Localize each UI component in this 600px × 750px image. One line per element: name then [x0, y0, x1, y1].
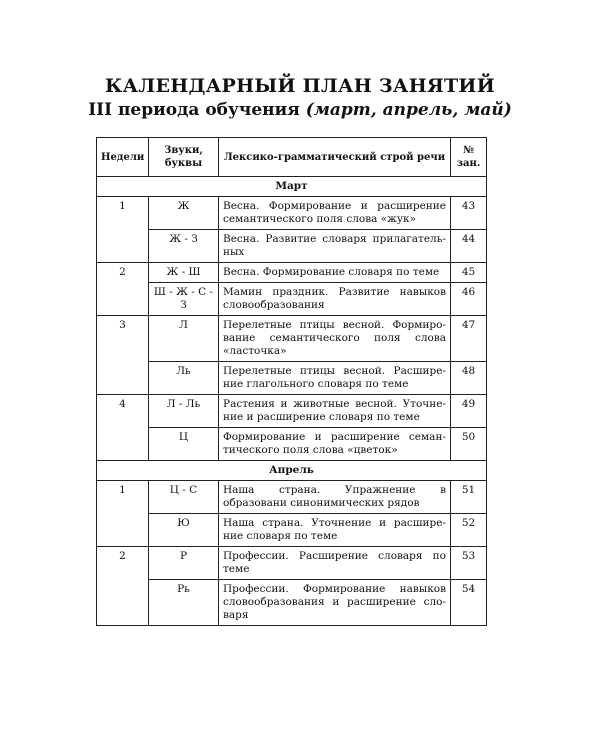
lesson-number-cell: 46 — [451, 283, 487, 316]
lesson-number-cell: 48 — [451, 362, 487, 395]
lesson-number-cell: 47 — [451, 316, 487, 362]
lesson-number-cell: 54 — [451, 580, 487, 626]
sound-cell: Ц — [149, 428, 219, 461]
week-cell: 1 — [97, 481, 149, 547]
lesson-number-cell: 50 — [451, 428, 487, 461]
sound-cell: Ж — [149, 197, 219, 230]
topic-cell: Весна. Формирование и расширение семантического поля слова «жук» — [219, 197, 451, 230]
table-row — [97, 263, 487, 283]
page-title: КАЛЕНДАРНЫЙ ПЛАН ЗАНЯТИЙ — [105, 75, 495, 97]
sound-cell: Л - Ль — [149, 395, 219, 428]
topic-cell: Растения и животные весной. Уточне-ние и расширение словаря по теме — [219, 395, 451, 428]
topic-cell: Перелетные птицы весной. Формиро-вание семантического поля слова «ласточка» — [219, 316, 451, 362]
subtitle-main: III периода обучения — [88, 100, 300, 120]
lesson-plan-table — [96, 137, 487, 626]
lesson-number-cell: 51 — [451, 481, 487, 514]
table-row — [97, 481, 487, 514]
topic-cell: Весна. Развитие словаря прилагатель-ных — [219, 230, 451, 263]
month-label-march: Март — [97, 177, 487, 197]
sound-cell: Р — [149, 547, 219, 580]
col-header-num: № зан. — [451, 138, 487, 177]
table-row — [97, 514, 487, 547]
lesson-number-cell: 52 — [451, 514, 487, 547]
sound-cell: Ж - З — [149, 230, 219, 263]
table-row — [97, 547, 487, 580]
topic-cell: Перелетные птицы весной. Расшире-ние глагольного словаря по теме — [219, 362, 451, 395]
sound-cell: Рь — [149, 580, 219, 626]
topic-cell: Профессии. Формирование навыков словообразования и расширение сло-варя — [219, 580, 451, 626]
week-cell: 3 — [97, 316, 149, 395]
sound-cell: Ль — [149, 362, 219, 395]
lesson-number-cell: 45 — [451, 263, 487, 283]
table-row — [97, 362, 487, 395]
lesson-number-cell: 49 — [451, 395, 487, 428]
week-cell: 2 — [97, 263, 149, 316]
col-header-week: Недели — [97, 138, 149, 177]
topic-cell: Весна. Формирование словаря по теме — [219, 263, 451, 283]
page-subtitle — [0, 100, 600, 120]
week-cell: 1 — [97, 197, 149, 263]
table-header-row — [97, 138, 487, 177]
lesson-number-cell: 43 — [451, 197, 487, 230]
sound-cell: Ю — [149, 514, 219, 547]
lesson-number-cell: 44 — [451, 230, 487, 263]
month-row — [97, 177, 487, 197]
table-row — [97, 283, 487, 316]
table-body — [97, 177, 487, 626]
month-row — [97, 461, 487, 481]
sound-cell: Ш - Ж - С - З — [149, 283, 219, 316]
table-row — [97, 395, 487, 428]
table-row — [97, 428, 487, 461]
topic-cell: Профессии. Расширение словаря по теме — [219, 547, 451, 580]
topic-cell: Формирование и расширение семан-тического поля слова «цветок» — [219, 428, 451, 461]
sound-cell: Л — [149, 316, 219, 362]
table-row — [97, 230, 487, 263]
topic-cell: Наша страна. Уточнение и расшире-ние словаря по теме — [219, 514, 451, 547]
sound-cell: Ц - С — [149, 481, 219, 514]
col-header-topic: Лексико-грамматический строй речи — [219, 138, 451, 177]
lesson-number-cell: 53 — [451, 547, 487, 580]
subtitle-months: (март, апрель, май) — [305, 100, 512, 120]
table-row — [97, 580, 487, 626]
sound-cell: Ж - Ш — [149, 263, 219, 283]
topic-cell: Наша страна. Упражнение в образовани синонимических рядов — [219, 481, 451, 514]
week-cell: 2 — [97, 547, 149, 626]
week-cell: 4 — [97, 395, 149, 461]
month-label-april: Апрель — [97, 461, 487, 481]
table-row — [97, 197, 487, 230]
topic-cell: Мамин праздник. Развитие навыков словообразования — [219, 283, 451, 316]
table-row — [97, 316, 487, 362]
col-header-sounds: Звуки, буквы — [149, 138, 219, 177]
